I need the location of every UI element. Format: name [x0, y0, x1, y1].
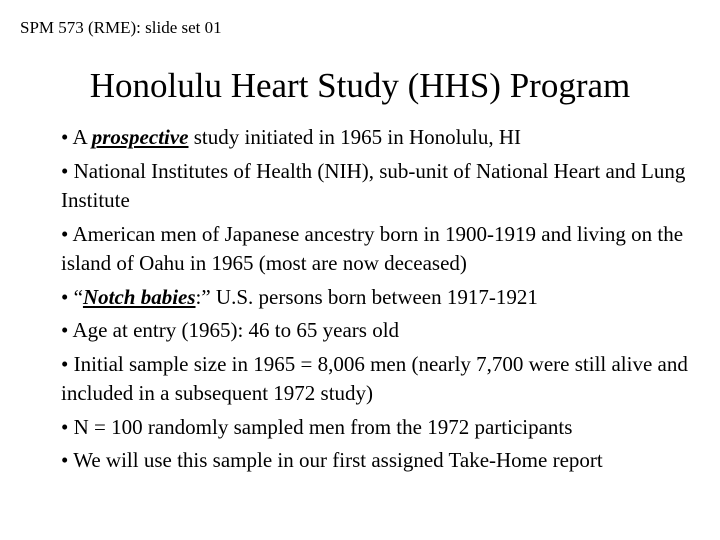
slide-header: SPM 573 (RME): slide set 01 — [20, 18, 222, 37]
bullet-item: • Age at entry (1965): 46 to 65 years old — [61, 318, 400, 342]
slide-title: Honolulu Heart Study (HHS) Program — [89, 66, 631, 105]
bullet-item: • We will use this sample in our first assigned Take-Home report — [61, 448, 603, 472]
emphasized-term: Notch babies — [82, 284, 196, 309]
bullet-item: • National Institutes of Health (NIH), sub-unit of National Heart and Lung Institute — [61, 158, 686, 212]
bullet-item: • “Notch babies:” U.S. persons born between 1917-1921 — [61, 284, 538, 309]
bullet-item: • A prospective study initiated in 1965 in Honolulu, HI — [61, 125, 521, 149]
bullet-item: • American men of Japanese ancestry born in 1900-1919 and living on the island of Oahu in 1965 (most are now deceased) — [61, 221, 684, 275]
bullet-list — [61, 123, 701, 480]
bullet-item: • N = 100 randomly sampled men from the 1972 participants — [61, 414, 573, 439]
emphasized-term: prospective — [91, 125, 189, 149]
bullet-item: • Initial sample size in 1965 = 8,006 men (nearly 7,700 were still alive and included in a subsequent 1972 study) — [61, 351, 688, 405]
